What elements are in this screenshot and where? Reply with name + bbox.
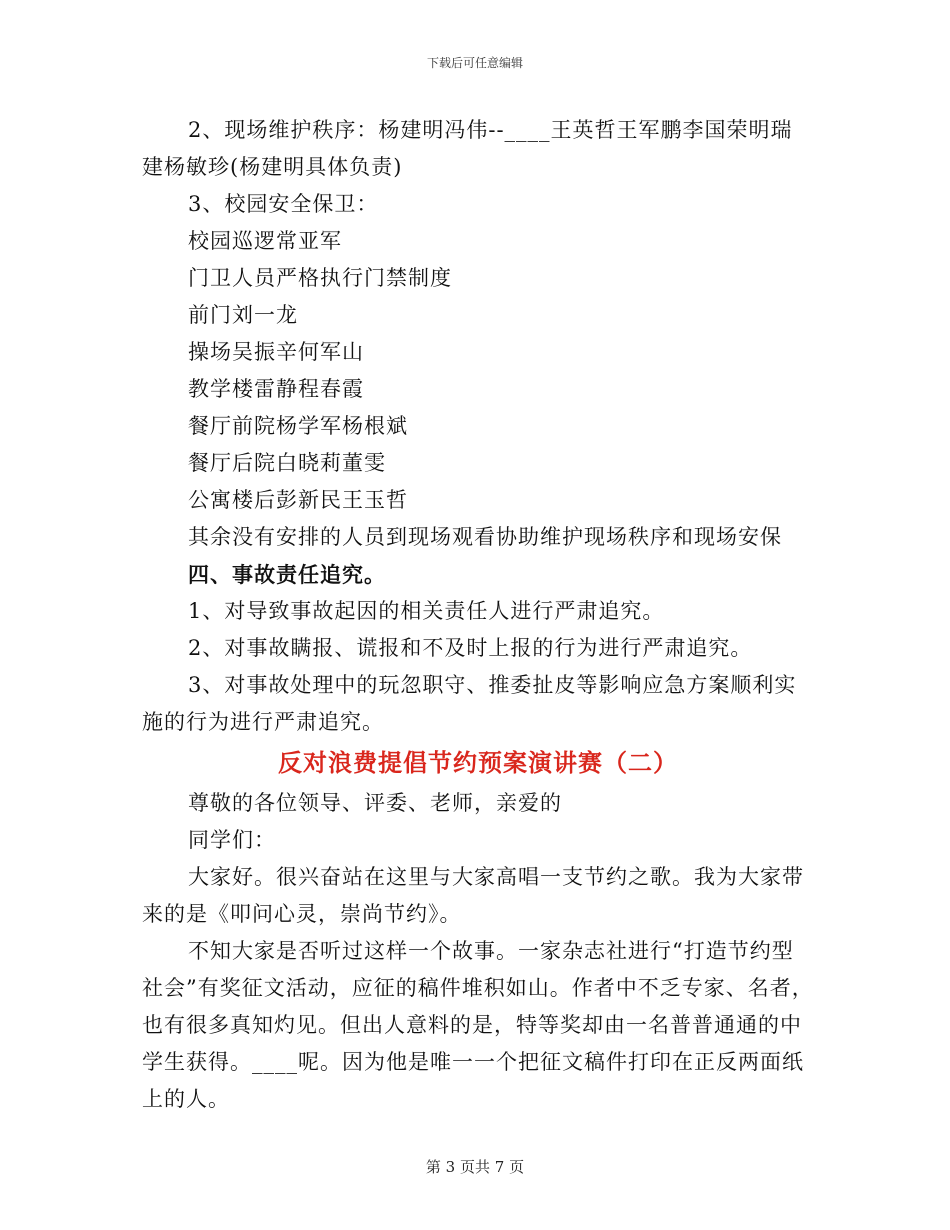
paragraph-accountability-1: 1、对导致事故起因的相关责任人进行严肃追究。: [188, 599, 665, 623]
paragraph-front-gate: 前门刘一龙: [188, 303, 298, 327]
paragraph-canteen-front: 餐厅前院杨学军杨根斌: [188, 414, 408, 438]
section-heading-accountability: 四、事故责任追究。: [188, 562, 386, 587]
header-note: 下载后可任意编辑: [426, 56, 523, 70]
paragraph-playground: 操场吴振辛何军山: [188, 340, 364, 364]
page-number: 第 3 页共 7 页: [425, 1158, 525, 1176]
paragraph-canteen-back: 餐厅后院白晓莉董雯: [188, 451, 386, 475]
paragraph-campus-security: 3、校园安全保卫：: [188, 192, 379, 216]
speech-greeting-cont: 同学们：: [188, 828, 276, 852]
speech-opening: 大家好。很兴奋站在这里与大家高唱一支节约之歌。我为大家带来的是《叩问心灵，崇尚节约》。: [142, 865, 804, 926]
document-body: [142, 112, 814, 1118]
paragraph-patrol: 校园巡逻常亚军: [188, 229, 342, 253]
paragraph-gate-rules: 门卫人员严格执行门禁制度: [188, 266, 452, 290]
paragraph-dormitory: 公寓楼后彭新民王玉哲: [188, 488, 408, 512]
paragraph-teaching-building: 教学楼雷静程春霞: [188, 377, 364, 401]
paragraph-remaining-staff: 其余没有安排的人员到现场观看协助维护现场秩序和现场安保: [188, 525, 782, 549]
paragraph-accountability-3: 3、对事故处理中的玩忽职守、推委扯皮等影响应急方案顺利实施的行为进行严肃追究。: [142, 673, 797, 734]
speech-title: 反对浪费提倡节约预案演讲赛（二）: [278, 748, 678, 777]
paragraph-accountability-2: 2、对事故瞒报、谎报和不及时上报的行为进行严肃追究。: [188, 636, 753, 660]
speech-greeting: 尊敬的各位领导、评委、老师，亲爱的: [188, 791, 562, 815]
paragraph-site-order: 2、现场维护秩序：杨建明冯伟--____王英哲王军鹏李国荣明瑞建杨敏珍(杨建明具体负责): [142, 118, 793, 179]
speech-story: 不知大家是否听过这样一个故事。一家杂志社进行“打造节约型社会”有奖征文活动，应征的稿件堆积如山。作者中不乏专家、名者，也有很多真知灼见。但出人意料的是，特等奖却由一名普普通通的中学生获得。____呢。因为他是唯一一个把征文稿件打印在正反两面纸上的人。: [142, 939, 814, 1111]
